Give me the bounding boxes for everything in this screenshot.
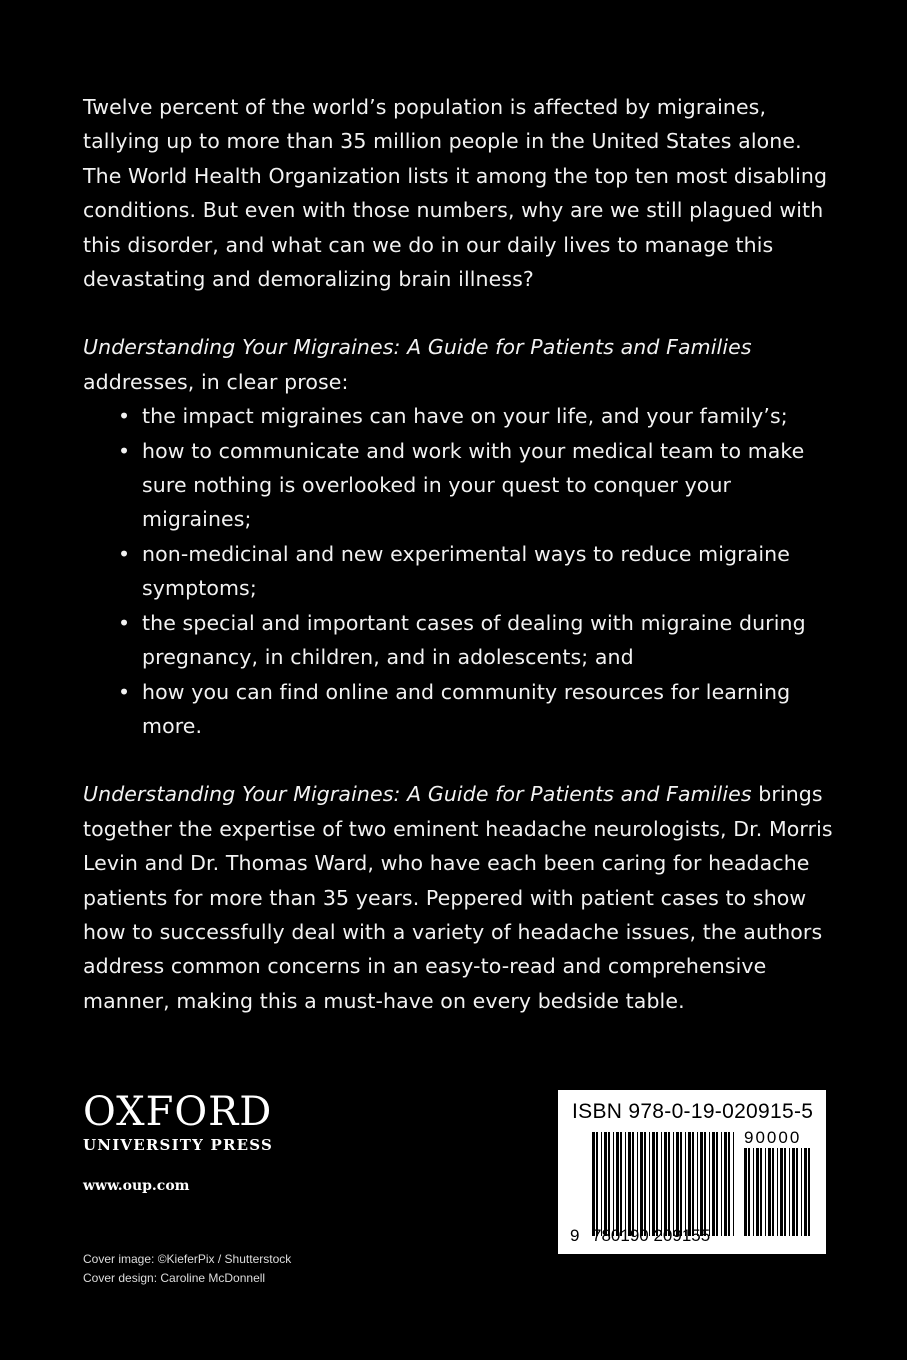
barcode-bar <box>756 1148 759 1236</box>
list-item: • the special and important cases of dealing with migraine during pregnancy, in children, and in adolescents; and <box>83 606 843 675</box>
barcode-bar <box>601 1132 602 1236</box>
barcode-bar <box>673 1132 674 1236</box>
barcode-bar <box>680 1132 682 1236</box>
barcode-bar <box>777 1148 778 1236</box>
barcode-bar <box>704 1132 706 1236</box>
isbn-barcode <box>558 1090 826 1254</box>
back-cover-blurb <box>83 90 843 1018</box>
barcode-bar <box>784 1148 786 1236</box>
barcode-bar <box>748 1148 750 1236</box>
barcode-bar <box>721 1132 722 1236</box>
barcode-bar <box>676 1132 679 1236</box>
list-item: • non-medicinal and new experimental ways to reduce migraine symptoms; <box>83 537 843 606</box>
barcode-bar <box>724 1132 727 1236</box>
book-title-italic: Understanding Your Migraines: A Guide for Patients and Families <box>83 782 752 807</box>
barcode-bar <box>808 1148 810 1236</box>
barcode-bar <box>628 1132 631 1236</box>
barcode-bar <box>760 1148 762 1236</box>
barcode-bar <box>592 1132 595 1236</box>
barcode-bar <box>637 1132 638 1236</box>
barcode-bar <box>608 1132 610 1236</box>
barcode-bar <box>649 1132 650 1236</box>
barcode-bar <box>768 1148 771 1236</box>
barcode-bar <box>712 1132 715 1236</box>
cover-design-credit: Cover design: Caroline McDonnell <box>83 1271 266 1285</box>
barcode-bar <box>697 1132 698 1236</box>
barcode-bar <box>796 1148 798 1236</box>
price-addon-digits: 90000 <box>744 1128 802 1147</box>
barcode-bar <box>804 1148 807 1236</box>
topics-intro-paragraph <box>83 330 843 399</box>
publisher-website: www.oup.com <box>83 1178 190 1194</box>
barcode-bar <box>772 1148 774 1236</box>
barcode-bar <box>620 1132 622 1236</box>
barcode-bar <box>656 1132 658 1236</box>
barcode-bar <box>616 1132 619 1236</box>
barcode-bar <box>709 1132 710 1236</box>
ean-first-digit: 9 <box>570 1226 580 1245</box>
barcode-bar <box>688 1132 691 1236</box>
barcode-bar <box>801 1148 802 1236</box>
list-item: • how to communicate and work with your medical team to make sure nothing is overlooked in your quest to conquer your migraines; <box>83 434 843 537</box>
barcode-bar <box>632 1132 634 1236</box>
barcode-bar <box>716 1132 718 1236</box>
barcode-bar <box>733 1132 734 1236</box>
barcode-bar <box>661 1132 662 1236</box>
barcode-bar <box>692 1132 694 1236</box>
authors-paragraph <box>83 777 843 1018</box>
barcode-bar <box>668 1132 670 1236</box>
barcode-bar <box>604 1132 607 1236</box>
ean-digits <box>570 1226 710 1246</box>
intro-paragraph: Twelve percent of the world’s population is affected by migraines, tallying up to more than 35 million people in the United States alone. The World Health Organization lists it among the top ten most disabling conditions. But even with those numbers, why are we still plagued with this disorder, and what can we do in our daily lives to manage this devastating and demoralizing brain illness? <box>83 95 828 292</box>
barcode-bar <box>728 1132 730 1236</box>
publisher-logo <box>83 1089 274 1154</box>
cover-credits <box>83 1250 291 1288</box>
cover-image-credit: Cover image: ©KieferPix / Shutterstock <box>83 1252 292 1266</box>
list-item: • the impact migraines can have on your life, and your family’s; <box>83 399 843 433</box>
topics-intro-text: addresses, in clear prose: <box>83 369 349 394</box>
barcode-bar <box>685 1132 686 1236</box>
barcode-bar <box>789 1148 790 1236</box>
barcode-bar <box>625 1132 626 1236</box>
publisher-name: OXFORD <box>83 1089 273 1135</box>
publisher-press: UNIVERSITY PRESS <box>83 1136 274 1154</box>
barcode-bar <box>744 1148 747 1236</box>
list-item: • how you can find online and community resources for learning more. <box>83 675 843 744</box>
barcode-bar <box>780 1148 783 1236</box>
book-title-italic: Understanding Your Migraines: A Guide for Patients and Families <box>83 335 752 360</box>
isbn-number: ISBN 978-0-19-020915-5 <box>572 1100 814 1123</box>
barcode-bar <box>792 1148 795 1236</box>
barcode-bar <box>765 1148 766 1236</box>
authors-text: brings together the expertise of two eminent headache neurologists, Dr. Morris Levin and Dr. Thomas Ward, who have each been caring for headache patients for more than 35 years. Peppered with patient cases to show how to successfully deal with a variety of headache issues, the authors address common concerns in an easy-to-read and comprehensive manner, making this a must-have on every bedside table. <box>83 782 833 1013</box>
barcode-bar <box>644 1132 646 1236</box>
barcode-bar <box>753 1148 754 1236</box>
barcode-bar <box>664 1132 667 1236</box>
topics-list <box>83 399 843 743</box>
barcode-bar <box>700 1132 703 1236</box>
barcode-bar <box>613 1132 614 1236</box>
barcode-bar <box>596 1132 598 1236</box>
barcode-bar <box>640 1132 643 1236</box>
barcode-bar <box>652 1132 655 1236</box>
ean-rest-digits: 780190 209155 <box>592 1226 711 1245</box>
